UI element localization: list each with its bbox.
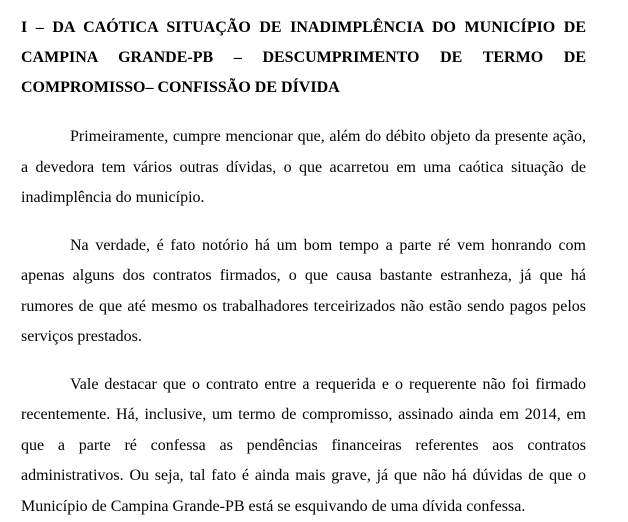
paragraph-1: Primeiramente, cumpre mencionar que, além do débito objeto da presente ação, a devedora tem vários outras dívidas, o que acarretou em uma caótica situação de inadimplência do município. bbox=[21, 122, 586, 214]
paragraph-2: Na verdade, é fato notório há um bom tempo a parte ré vem honrando com apenas alguns dos contratos firmados, o que causa bastante estranheza, já que há rumores de que até mesmo os trabalhadores terceirizados não estão sendo pagos pelos serviços prestados. bbox=[21, 231, 586, 353]
section-heading: I – DA CAÓTICA SITUAÇÃO DE INADIMPLÊNCIA DO MUNICÍPIO DE CAMPINA GRANDE-PB – DESCUMPRIMENTO DE TERMO DE COMPROMISSO– CONFISSÃO DE DÍVIDA bbox=[21, 13, 586, 103]
paragraph-3: Vale destacar que o contrato entre a requerida e o requerente não foi firmado recentemente. Há, inclusive, um termo de compromisso, assinado ainda em 2014, em que a parte ré confessa as pendências financeiras referentes aos contratos administrativos. Ou seja, tal fato é ainda mais grave, já que não há dúvidas de que o Município de Campina Grande-PB está se esquivando de uma dívida confessa. bbox=[21, 370, 586, 522]
